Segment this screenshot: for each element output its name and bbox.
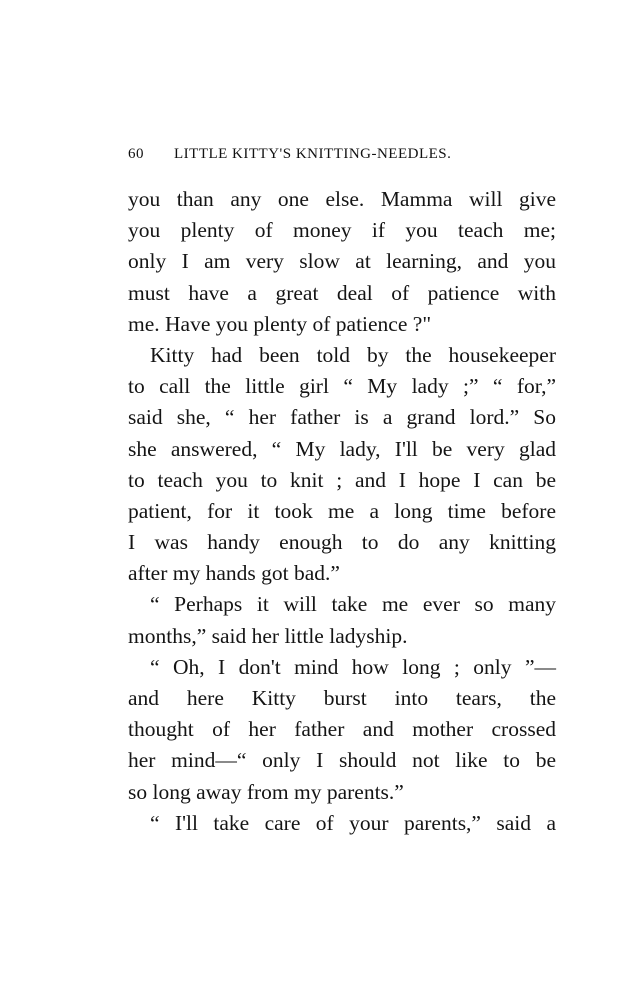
- text-line: you plenty of money if you teach me;: [128, 218, 556, 243]
- text-line: me. Have you plenty of patience ?": [128, 311, 432, 336]
- text-line: “ Oh, I don't mind how long ; only ”—: [150, 654, 556, 679]
- text-line: only I am very slow at learning, and you: [128, 249, 556, 274]
- text-line: thought of her father and mother crossed: [128, 717, 556, 742]
- text-line: so long away from my parents.”: [128, 779, 404, 804]
- text-line: patient, for it took me a long time before: [128, 498, 556, 523]
- text-line: I was handy enough to do any knitting: [128, 530, 556, 555]
- page-number: 60: [128, 146, 144, 162]
- text-line: to call the little girl “ My lady ;” “ for,”: [128, 374, 556, 399]
- text-line: Kitty had been told by the housekeeper: [150, 342, 556, 367]
- text-line: you than any one else. Mamma will give: [128, 187, 556, 211]
- text-line: months,” said her little ladyship.: [128, 623, 408, 648]
- text-line: her mind—“ only I should not like to be: [128, 748, 556, 773]
- text-line: after my hands got bad.”: [128, 561, 340, 586]
- body-text: [128, 184, 556, 839]
- text-line: “ I'll take care of your parents,” said a: [150, 810, 556, 835]
- text-line: “ Perhaps it will take me ever so many: [150, 592, 556, 617]
- text-line: said she, “ her father is a grand lord.” So: [128, 405, 556, 430]
- text-line: and here Kitty burst into tears, the: [128, 686, 556, 710]
- running-title: LITTLE KITTY'S KNITTING-NEEDLES.: [174, 146, 452, 162]
- text-line: she answered, “ My lady, I'll be very glad: [128, 436, 556, 461]
- running-head: [128, 146, 558, 168]
- text-line: must have a great deal of patience with: [128, 280, 556, 305]
- text-line: to teach you to knit ; and I hope I can be: [128, 467, 556, 492]
